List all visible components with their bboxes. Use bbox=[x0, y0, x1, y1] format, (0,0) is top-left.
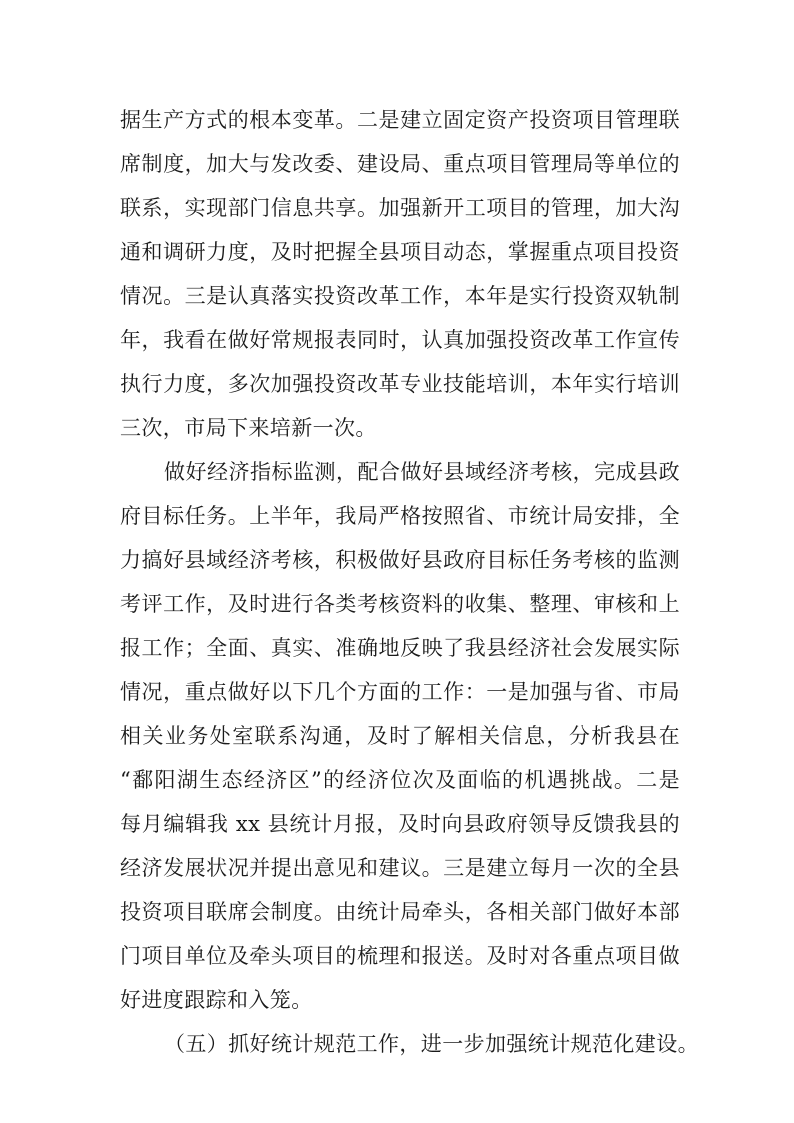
text-line: 报工作；全面、真实、准确地反映了我县经济社会发展实际 bbox=[120, 636, 680, 660]
text-line: 席制度，加大与发改委、建设局、重点项目管理局等单位的 bbox=[120, 152, 680, 176]
text-line: 情况。三是认真落实投资改革工作，本年是实行投资双轨制 bbox=[120, 284, 680, 308]
text-line: 据生产方式的根本变革。二是建立固定资产投资项目管理联 bbox=[120, 108, 680, 132]
text-line: 年，我看在做好常规报表同时，认真加强投资改革工作宣传 bbox=[120, 328, 680, 352]
text-line: 门项目单位及牵头项目的梳理和报送。及时对各重点项目做 bbox=[120, 944, 680, 968]
text-line: 投资项目联席会制度。由统计局牵头，各相关部门做好本部 bbox=[120, 900, 680, 924]
section-heading: （五）抓好统计规范工作，进一步加强统计规范化建设。 bbox=[164, 1032, 699, 1056]
text-line: 联系，实现部门信息共享。加强新开工项目的管理，加大沟 bbox=[120, 196, 680, 220]
text-line: 府目标任务。上半年，我局严格按照省、市统计局安排，全 bbox=[120, 504, 680, 528]
text-line: 相关业务处室联系沟通，及时了解相关信息，分析我县在 bbox=[120, 724, 680, 748]
text-line: 好进度跟踪和入笼。 bbox=[120, 988, 313, 1012]
text-line: “鄱阳湖生态经济区”的经济位次及面临的机遇挑战。二是 bbox=[120, 768, 680, 792]
text-line: 力搞好县域经济考核，积极做好县政府目标任务考核的监测 bbox=[120, 548, 680, 572]
text-line: 考评工作，及时进行各类考核资料的收集、整理、审核和上 bbox=[120, 592, 680, 616]
text-line: 情况，重点做好以下几个方面的工作：一是加强与省、市局 bbox=[120, 680, 680, 704]
text-line: 通和调研力度，及时把握全县项目动态，掌握重点项目投资 bbox=[120, 240, 680, 264]
text-line: 每月编辑我 xx 县统计月报，及时向县政府领导反馈我县的 bbox=[120, 812, 680, 836]
paragraph-first-line: 做好经济指标监测，配合做好县域经济考核，完成县政 bbox=[164, 460, 680, 484]
text-line: 执行力度，多次加强投资改革专业技能培训，本年实行培训 bbox=[120, 372, 680, 396]
text-line: 三次，市局下来培新一次。 bbox=[120, 416, 377, 440]
text-line: 经济发展状况并提出意见和建议。三是建立每月一次的全县 bbox=[120, 856, 680, 880]
